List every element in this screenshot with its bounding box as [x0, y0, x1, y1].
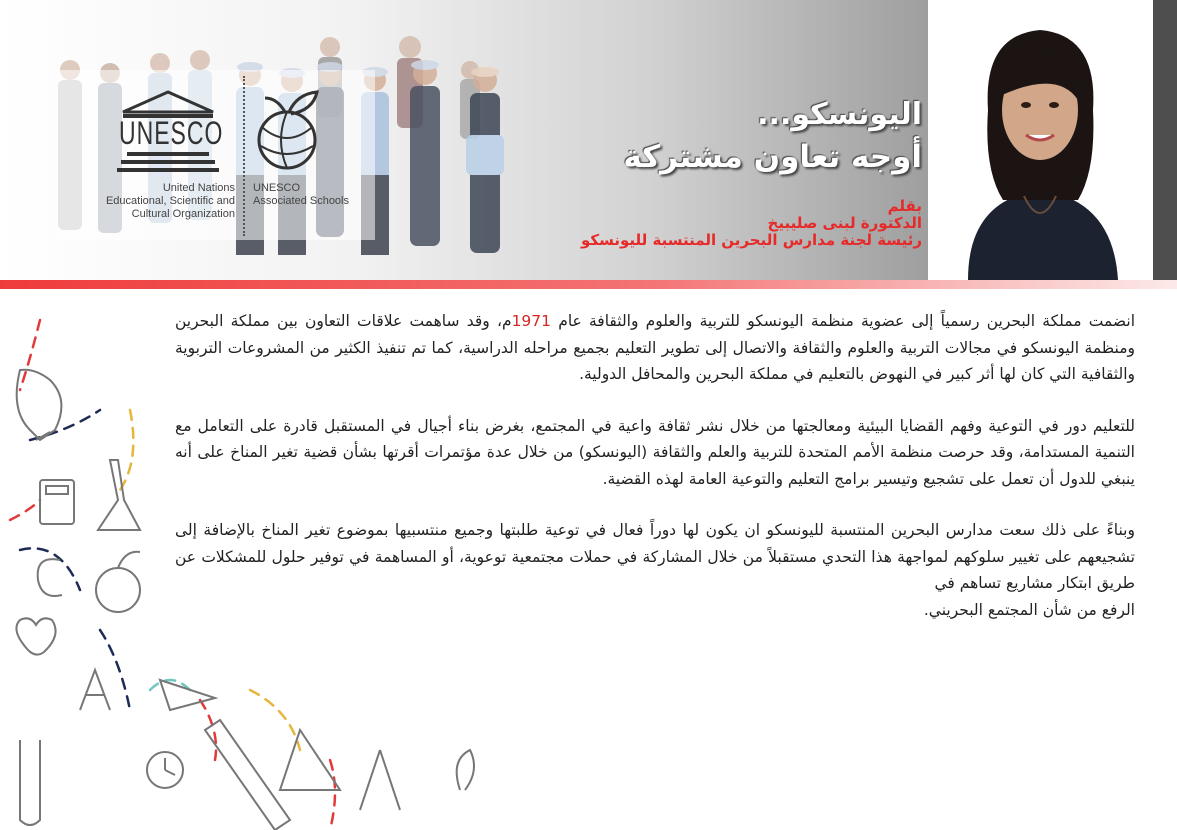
byline-label: بقلم [887, 197, 922, 215]
unesco-wordmark: UNESCO [119, 114, 224, 151]
associated-caption-line: Associated Schools [253, 195, 349, 207]
banner-edge [1153, 0, 1177, 280]
byline-position: رئيسة لجنة مدارس البحرين المنتسبة لليونسكو [581, 231, 922, 249]
unesco-caption-line: United Nations [162, 182, 235, 194]
article-title [623, 95, 922, 179]
paragraph-text: انضمت مملكة البحرين رسمياً إلى عضوية منظمة اليونسكو للتربية والعلوم والثقافة عام [551, 312, 1135, 330]
author-portrait-illustration [928, 0, 1153, 280]
associated-schools-caption [253, 182, 383, 208]
logos-panel [55, 70, 375, 240]
author-portrait [928, 0, 1153, 280]
byline-author: الدكتورة لبنى صليبيخ [767, 214, 922, 232]
associated-schools-logo [251, 88, 331, 178]
highlighted-year: 1971 [511, 312, 552, 330]
title-line: اليونسكو... [757, 97, 922, 132]
associated-caption-line: UNESCO [253, 182, 301, 194]
unesco-caption [55, 182, 235, 221]
article-body [175, 308, 1135, 623]
paragraph-text: الرفع من شأن المجتمع البحريني. [923, 600, 1135, 619]
accent-bar [0, 280, 1177, 289]
paragraph: للتعليم دور في التوعية وفهم القضايا البيئية ومعالجتها من خلال نشر ثقافة واعية في المجتمع، بغرض بناء أجيال في المستقبل قادرة على التعامل مع التنمية المستدامة، وقد حرصت منظمة الأمم المتحدة للتربية والعلم والثقافة (اليونسكو) من خلال عدة مؤتمرات أقرتها بشأن قضية تغير المناخ على أنه ينبغي للدول أن تعمل على تشجيع وتيسير برامج التعليم والتوعية العامة لهذه القضية. [175, 416, 1135, 488]
logo-divider [243, 76, 245, 236]
paragraph-text: وبناءً على ذلك سعت مدارس البحرين المنتسبة لليونسكو ان يكون لها دوراً فعال في توعية طلبتها وجميع منتسبيها بموضوع تغير المناخ بالإضافة إلى تشجيعهم على تغيير سلوكهم لمواجهة هذا التحدي مستقبلاً من خلال المشاركة في حملات مجتمعية توعوية، أو المساهمة في توفير حلول للمشكلات عن طريق ابتكار مشاريع تساهم في [175, 521, 1135, 592]
paragraph-text: م، وقد ساهمت علاقات التعاون بين مملكة البحرين ومنظمة اليونسكو في مجالات التربية والعلوم والثقافة والاتصال إلى تطوير التعليم بجميع مراحله الدراسية، كما تم تنفيذ الكثير من المشروعات التربوية والثقافية التي كان لها أثر كبير في النهوض بالتعليم في مملكة البحرين والمحافل الدولية. [175, 312, 1135, 383]
byline [581, 198, 922, 249]
header-banner [0, 0, 1177, 280]
title-line: أوجه تعاون مشتركة [623, 139, 922, 175]
paragraph [175, 517, 1135, 623]
unesco-caption-line: Educational, Scientific and [105, 195, 235, 207]
paragraph [175, 308, 1135, 388]
unesco-caption-line: Cultural Organization [131, 208, 235, 220]
